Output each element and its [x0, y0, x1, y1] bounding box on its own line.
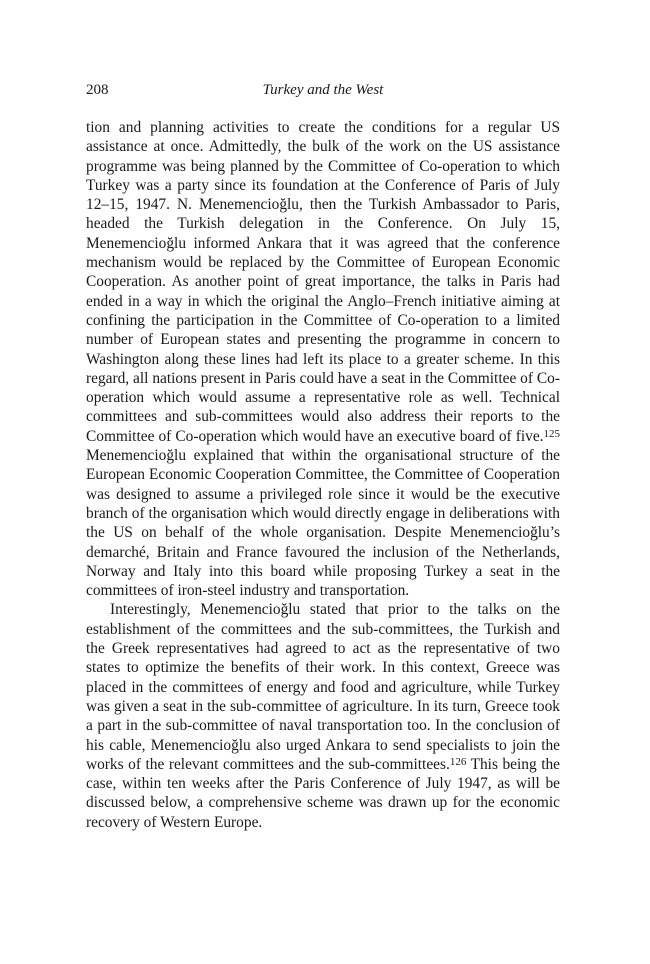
page-number: 208 [86, 82, 109, 98]
paragraph [86, 118, 560, 600]
paragraph-text: This being the case, within ten weeks after the Paris Conference of July 1947, as will be discussed below, a comprehensive scheme was drawn up for the economic recovery of Western Europe. [86, 755, 561, 831]
paragraph-text: Interestingly, Menemencioğlu stated that prior to the talks on the establishment of the committees and the sub-committees, the Turkish and the Greek representatives had agreed to act as the representative of two states to optimize the benefits of their work. In this context, Greece was placed in the committees of energy and food and agriculture, while Turkey was given a seat in the sub-committee of agriculture. In its turn, Greece took a part in the sub-committee of naval transportation too. In the conclusion of his cable, Menemencioğlu also urged Ankara to send specialists to join the works of the relevant committees and the sub-committees. [86, 601, 560, 773]
footnote-ref[interactable]: 126 [449, 755, 467, 768]
paragraph-text: Menemencioğlu explained that within the organisational structure of the European Economic Cooperation Committee, the Committee of Cooperation was designed to assume a privileged role since it would be the executive branch of the organisation which would directly engage in deliberations with the US on behalf of the whole organisation. Despite Menemencioğlu’s demarché, Britain and France favoured the inclusion of the Netherlands, Norway and Italy into this board while proposing Turkey a seat in the committees of iron-steel industry and transportation. [86, 447, 560, 600]
paragraph-text: tion and planning activities to create the conditions for a regular US assistance at once. Admittedly, the bulk of the work on the US assistance programme was being planned by the Committee of Co-operation to which Turkey was a party since its foundation at the Conference of Paris of July 12–15, 1947. N. Menemencioğlu, then the Turkish Ambassador to Paris, headed the Turkish delegation in the Conference. On July 15, Menemencioğlu informed Ankara that it was agreed that the conference mechanism would be replaced by the Committee of European Economic Cooperation. As another point of great importance, the talks in Paris had ended in a way in which the original the Anglo–French initiative aiming at confining the participation in the Committee of Co-operation to a limited number of European states and presenting the programme in concern to Washington along these lines had left its place to a greater scheme. In this regard, all nations present in Paris could have a seat in the Committee of Co-operation which would assume a representative role as well. Technical committees and sub-committees would also address their reports to the Committee of Co-operation which would have an executive board of five. [86, 119, 560, 445]
paragraph [86, 600, 560, 832]
running-head [86, 82, 560, 104]
body-text [86, 118, 560, 832]
running-title: Turkey and the West [262, 82, 384, 98]
footnote-ref[interactable]: 125 [543, 427, 560, 440]
